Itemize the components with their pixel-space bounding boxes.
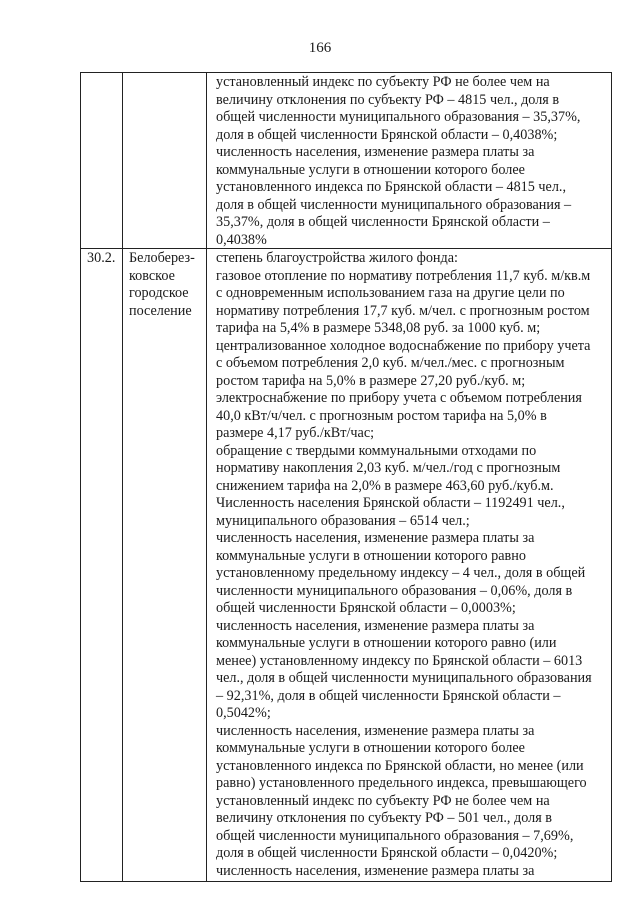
page-number: 166: [308, 40, 332, 56]
content-line: Численность населения Брянской области – 1192491 чел.,: [216, 495, 565, 511]
content-line: газовое отопление по нормативу потребления 11,7 куб. м/кв.м: [216, 267, 591, 284]
content-line: ростом тарифа на 5,0% в размере 27,20 руб./куб. м;: [216, 372, 526, 389]
content-line: величину отклонения по субъекту РФ – 4815 чел., доля в: [216, 91, 560, 108]
name-line: Белоберез-: [129, 250, 195, 266]
content-line: централизованное холодное водоснабжение по прибору учета: [216, 337, 591, 354]
content-line: коммунальные услуги в отношении которого более: [216, 740, 525, 756]
row-2-name: [129, 250, 195, 320]
content-line: установленный индекс по субъекту РФ не более чем на: [216, 74, 550, 90]
content-line: численность населения, изменение размера платы за: [216, 530, 535, 546]
content-line: установленного индекса по Брянской области, но менее (или: [216, 757, 584, 774]
content-line: 40,0 кВт/ч/чел. с прогнозным ростом тарифа на 5,0% в: [216, 407, 547, 424]
content-line: чел., доля в общей численности муниципального образования: [216, 670, 592, 686]
content-line: степень благоустройства жилого фонда:: [216, 250, 458, 266]
content-line: общей численности Брянской области – 0,0003%;: [216, 600, 516, 616]
row-2-content: [216, 250, 592, 880]
row-1-content: [216, 74, 580, 249]
row-2-number: 30.2.: [87, 250, 116, 266]
content-line: нормативу накопления 2,03 куб. м/чел./год с прогнозным: [216, 460, 561, 476]
content-line: установленному предельному индексу – 4 чел., доля в общей: [216, 565, 586, 581]
content-line: численность населения, изменение размера платы за: [216, 862, 535, 879]
content-line: тарифа на 5,4% в размере 5348,08 руб. за 1000 куб. м;: [216, 320, 541, 336]
content-line: размере 4,17 руб./кВт/час;: [216, 425, 375, 441]
content-line: доля в общей численности Брянской области – 0,4038%;: [216, 126, 558, 143]
content-line: обращение с твердыми коммунальными отходами по: [216, 442, 537, 459]
content-line: численности муниципального образования – 0,06%, доля в: [216, 582, 573, 599]
column-divider-name: [206, 73, 207, 881]
document-table: [80, 72, 612, 882]
content-line: установленного индекса по Брянской области – 4815 чел.,: [216, 179, 567, 195]
content-line: менее) установленному индексу по Брянской области – 6013: [216, 652, 583, 669]
content-line: 0,4038%: [216, 231, 267, 248]
content-line: коммунальные услуги в отношении которого равно: [216, 547, 526, 564]
name-line: городское: [129, 285, 189, 301]
content-line: 0,5042%;: [216, 705, 271, 721]
content-line: доля в общей численности муниципального образования –: [216, 196, 572, 213]
content-line: численность населения, изменение размера платы за: [216, 144, 535, 160]
content-line: снижением тарифа на 2,0% в размере 463,60 руб./куб.м.: [216, 477, 554, 494]
content-line: с объемом потребления 2,0 куб. м/чел./мес. с прогнозным: [216, 355, 565, 371]
content-line: нормативу потребления 17,7 куб. м/чел. с прогнозным ростом: [216, 302, 590, 319]
content-line: общей численности муниципального образования – 7,69%,: [216, 827, 574, 844]
content-line: муниципального образования – 6514 чел.;: [216, 512, 470, 529]
content-line: равно) установленного предельного индекса, превышающего: [216, 775, 587, 791]
content-line: – 92,31%, доля в общей численности Брянской области –: [216, 687, 561, 704]
name-line: поселение: [129, 302, 192, 319]
content-line: 35,37%, доля в общей численности Брянской области –: [216, 214, 550, 230]
content-line: электроснабжение по прибору учета с объемом потребления: [216, 390, 582, 406]
content-line: доля в общей численности Брянской области – 0,0420%;: [216, 845, 558, 861]
content-line: с одновременным использованием газа на другие цели по: [216, 285, 565, 301]
content-line: установленный индекс по субъекту РФ не более чем на: [216, 792, 550, 809]
name-line: ковское: [129, 267, 175, 284]
column-divider-number: [122, 73, 123, 881]
content-line: коммунальные услуги в отношении которого равно (или: [216, 635, 557, 651]
content-line: величину отклонения по субъекту РФ – 501 чел., доля в: [216, 810, 552, 826]
content-line: коммунальные услуги в отношении которого более: [216, 161, 525, 178]
content-line: численность населения, изменение размера платы за: [216, 722, 535, 739]
content-line: численность населения, изменение размера платы за: [216, 617, 535, 634]
content-line: общей численности муниципального образования – 35,37%,: [216, 109, 581, 125]
